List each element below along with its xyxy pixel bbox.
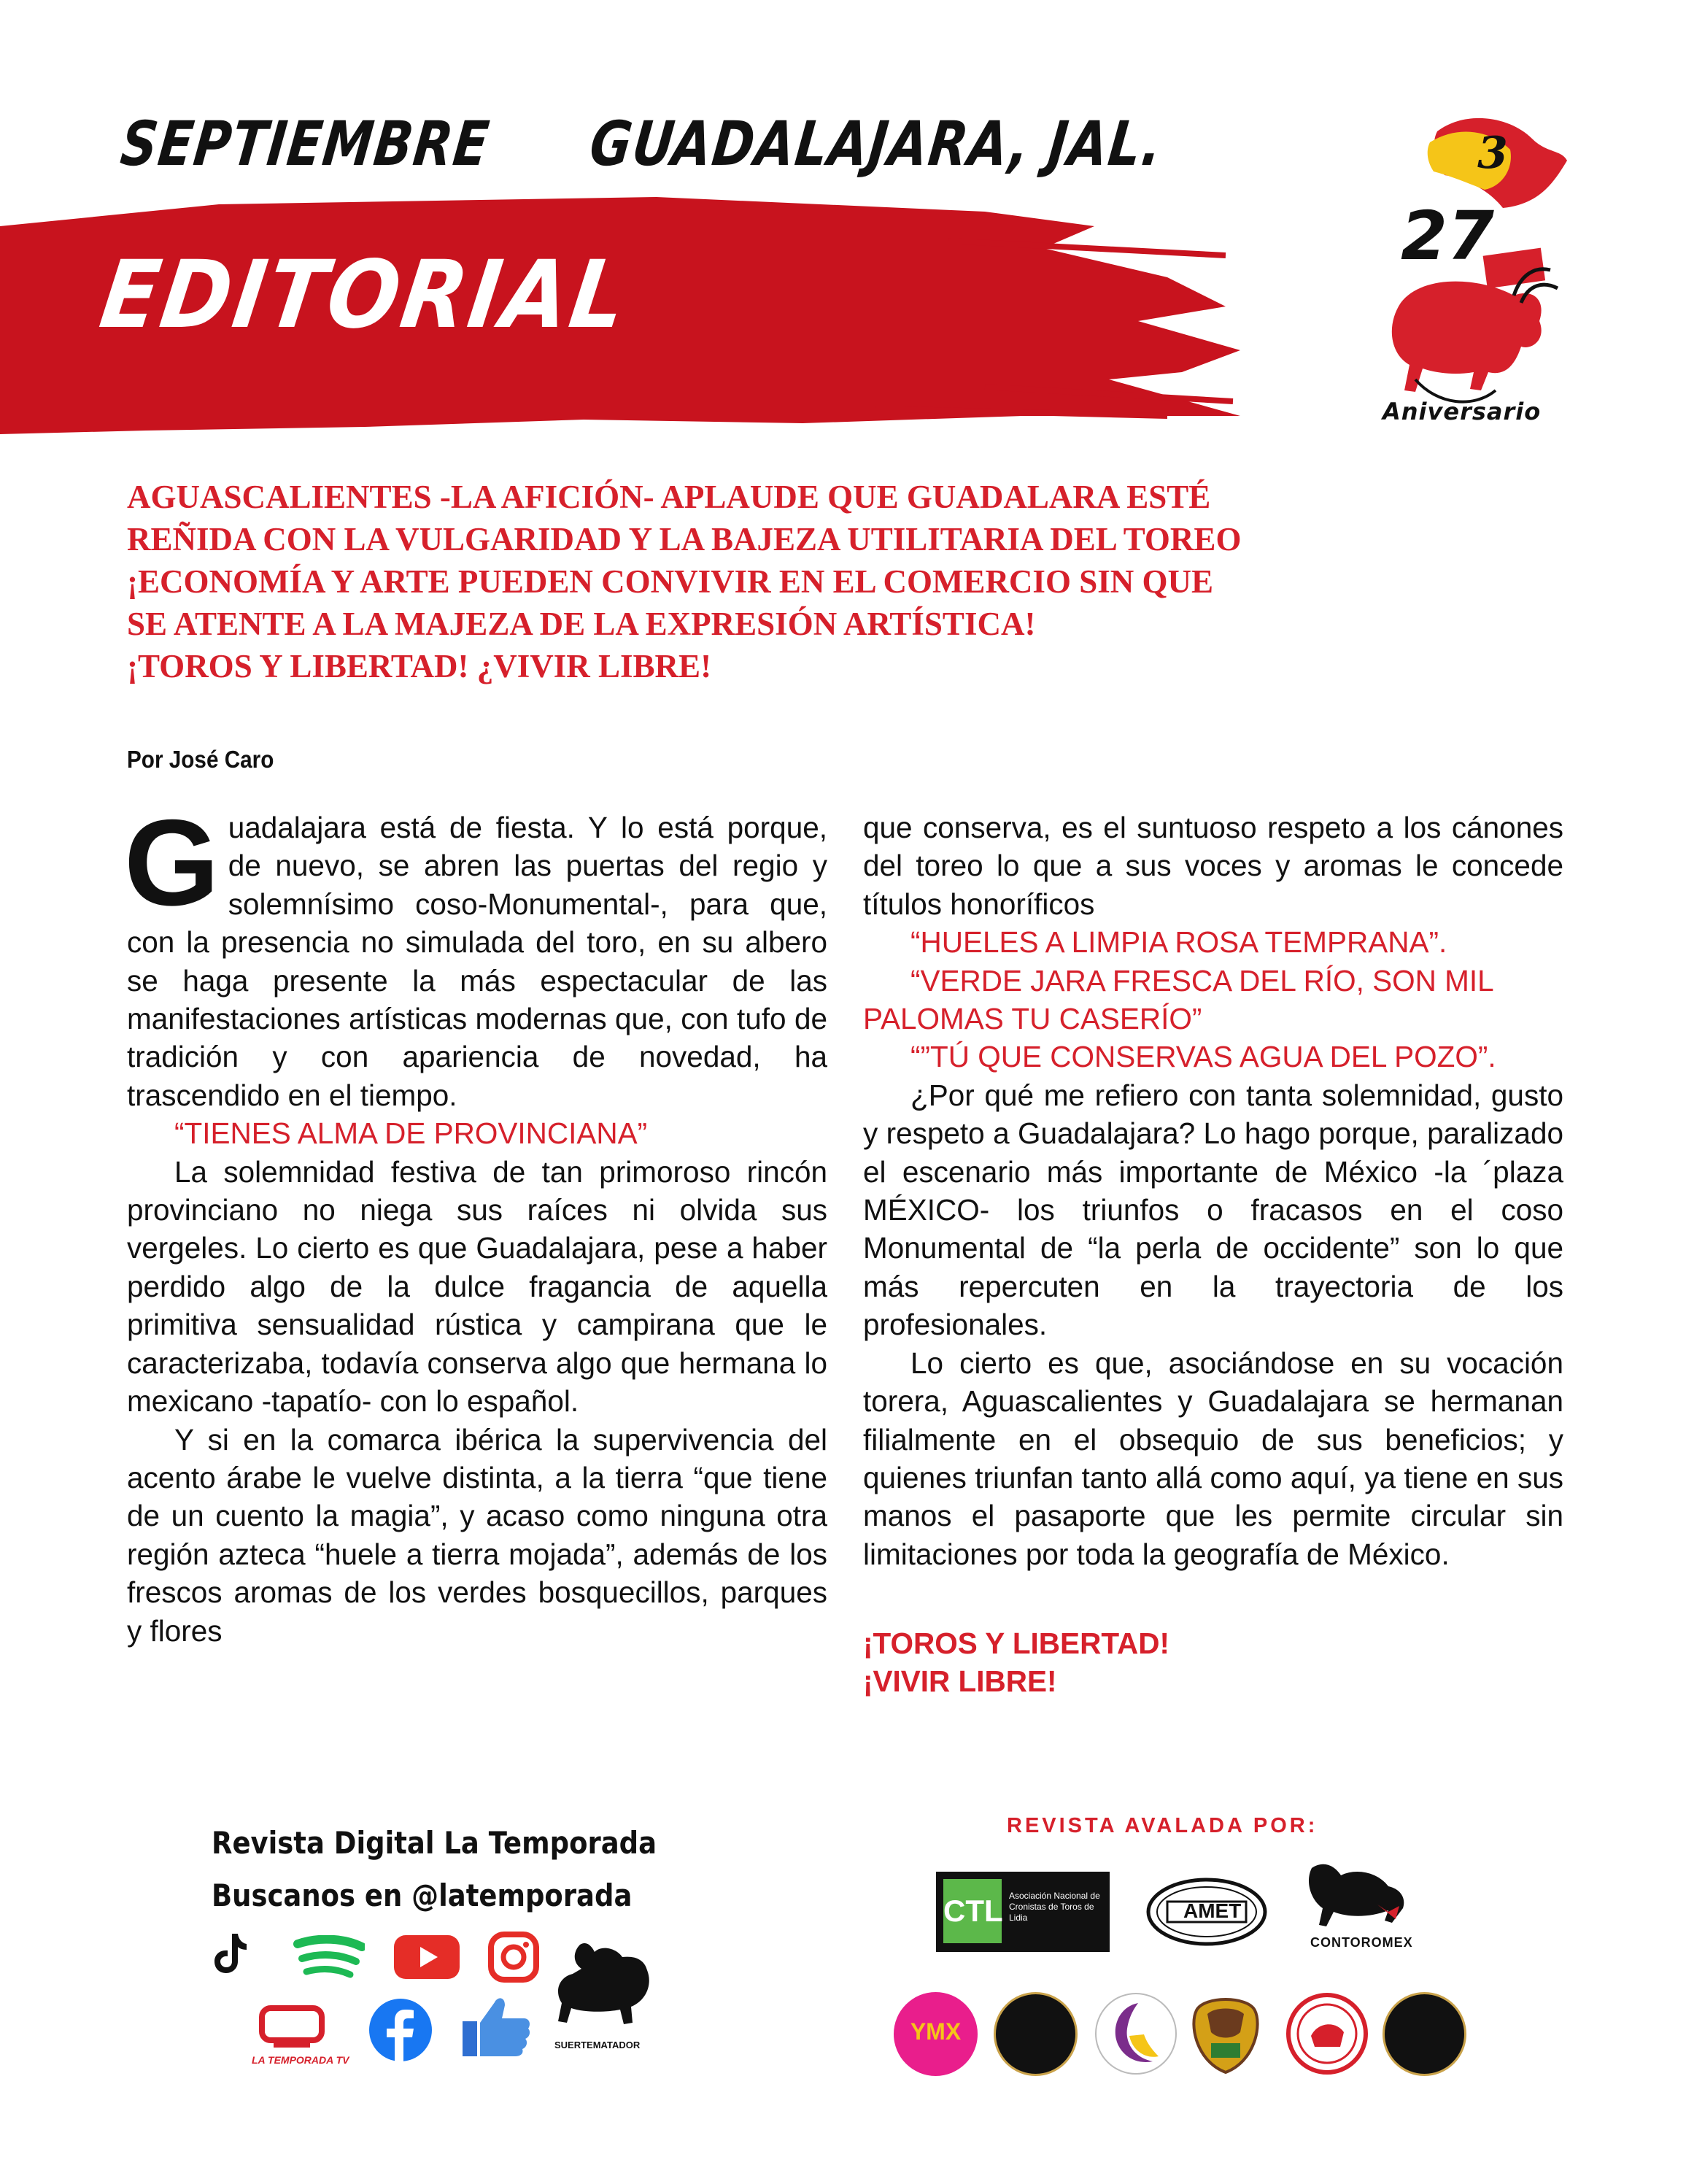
article-quote: “”TÚ QUE CONSERVAS AGUA DEL POZO”. — [910, 1040, 1496, 1074]
youtube-icon[interactable] — [394, 1935, 460, 1979]
footer-info — [212, 1817, 717, 1922]
club-logo-2[interactable] — [1383, 1992, 1466, 2076]
amet-text: AMET — [1183, 1899, 1242, 1922]
contoromex-bull-icon — [1297, 1853, 1414, 1934]
ymx-logo[interactable] — [894, 1992, 978, 2076]
article-paragraph: Lo cierto es que, asociándose en su vocación torera, Aguascalientes y Guadalajara se hermanan filialmente en el obsequio de sus beneficios; y quienes triunfan tanto allá como aquí, ya tiene en sus manos el pasaporte que les permite circular sin limitaciones por toda la geografía de México. — [863, 1346, 1563, 1571]
headline-line: SE ATENTE A LA MAJEZA DE LA EXPRESIÓN ARTÍSTICA! — [127, 606, 1036, 642]
headline-line: ¡TOROS Y LIBERTAD! ¿VIVIR LIBRE! — [127, 648, 712, 684]
headline-line: REÑIDA CON LA VULGARIDAD Y LA BAJEZA UTILITARIA DEL TOREO — [127, 521, 1242, 557]
dropcap: G — [124, 794, 220, 931]
contoromex-logo[interactable] — [1297, 1853, 1414, 1956]
article-paragraph: Y si en la comarca ibérica la supervivencia del acento árabe le vuelve distinta, a la tierra “que tiene de un cuento la magia”, y acaso como ninguna otra región azteca “huele a tierra mojada”, además de los frescos aromas de los verdes bosquecillos, parques y flores — [127, 1422, 827, 1648]
bull-icon[interactable] — [551, 1934, 660, 2036]
ganaderia-logo-icon[interactable] — [1182, 1981, 1269, 2076]
headline — [127, 476, 1426, 687]
facebook-icon[interactable] — [368, 1998, 433, 2062]
section-title: EDITORIAL — [94, 241, 635, 350]
closing-line: ¡TOROS Y LIBERTAD! — [863, 1627, 1170, 1661]
article-column-1 — [124, 794, 827, 1650]
article-paragraph: Guadalajara está de fiesta. Y lo está porque, de nuevo, se abren las puertas del regio y solemnísimo coso-Monumental-, para que, con la presencia no simulada del toro, en su albero se haga presente la más espectacular de las manifestaciones artísticas modernas que, con tufo de tradición y con apariencia de novedad, ha trascendido en el tiempo. — [124, 794, 827, 1112]
endorsed-by-title: REVISTA AVALADA POR: — [1007, 1814, 1318, 1837]
spotify-icon[interactable] — [293, 1935, 365, 1979]
instagram-icon[interactable] — [487, 1931, 540, 1983]
article-paragraph: La solemnidad festiva de tan primoroso rincón provinciano no niega sus raíces ni olvida sus vergeles. Lo cierto es que Guadalajara, pese a haber perdido algo de la dulce fragancia de aquella primitiva sensualidad rústica y campirana que le caracterizaba, todavía conserva algo que hermana lo mexicano -tapatío- con lo español. — [127, 1154, 827, 1419]
article-quote: “VERDE JARA FRESCA DEL RÍO, SON MIL PALOMAS TU CASERÍO” — [863, 963, 1493, 1036]
anniversary-label: Aniversario — [1383, 398, 1542, 425]
like-icon[interactable] — [460, 1988, 533, 2061]
club-logo-1[interactable] — [994, 1992, 1078, 2076]
ctl-mark: CTL — [943, 1879, 1002, 1943]
article-paragraph: ¿Por qué me refiero con tanta solemnidad, gusto y respeto a Guadalajara? Lo hago porque, paralizado el escenario más importante de México -la ´plaza MÉXICO- los triunfos o fracasos en el coso Monumental de “la perla de occidente” son lo que más repercuten en la trayectoria de los profesionales. — [863, 1078, 1563, 1342]
contoromex-text: CONTOROMEX — [1310, 1935, 1413, 1950]
tv-icon[interactable] — [259, 2005, 325, 2049]
article-quote: “TIENES ALMA DE PROVINCIANA” — [174, 1116, 648, 1151]
ymx-text: YMX — [910, 2018, 962, 2045]
article-quote: “HUELES A LIMPIA ROSA TEMPRANA”. — [910, 925, 1447, 960]
closing-line: ¡VIVIR LIBRE! — [863, 1664, 1057, 1699]
ctl-logo-text: Asociación Nacional de Cronistas de Toros de Lidia — [1009, 1891, 1100, 1923]
article-column-2 — [863, 809, 1563, 1700]
tiktok-icon[interactable] — [213, 1932, 248, 1975]
footer-handle: Buscanos en @latemporada — [212, 1878, 633, 1913]
amet-logo[interactable] — [1145, 1875, 1268, 1948]
ctl-logo[interactable] — [936, 1872, 1110, 1952]
header-month: SEPTIEMBRE — [117, 108, 494, 180]
closing-slogan — [863, 1624, 1563, 1700]
header-city: GUADALAJARA, JAL. — [586, 108, 1167, 180]
page-number: 3 — [1477, 128, 1508, 179]
tv-label: LA TEMPORADA TV — [252, 2054, 349, 2066]
byline: Por José Caro — [127, 746, 274, 773]
headline-line: AGUASCALIENTES -LA AFICIÓN- APLAUDE QUE GUADALARA ESTÉ — [127, 479, 1211, 515]
footer-magazine-name: Revista Digital La Temporada — [212, 1825, 657, 1861]
crescent-logo-icon[interactable] — [1094, 1992, 1178, 2076]
bull-label: SUERTEMATADOR — [554, 2040, 641, 2050]
headline-line: ¡ECONOMÍA Y ARTE PUEDEN CONVIVIR EN EL COMERCIO SIN QUE — [127, 563, 1213, 600]
anniversary-number: 27 — [1401, 197, 1495, 275]
article-paragraph: que conserva, es el suntuoso respeto a los cánones del toreo lo que a sus voces y aromas le concede títulos honoríficos — [863, 811, 1563, 921]
bull-ring-logo-icon[interactable] — [1285, 1992, 1369, 2076]
